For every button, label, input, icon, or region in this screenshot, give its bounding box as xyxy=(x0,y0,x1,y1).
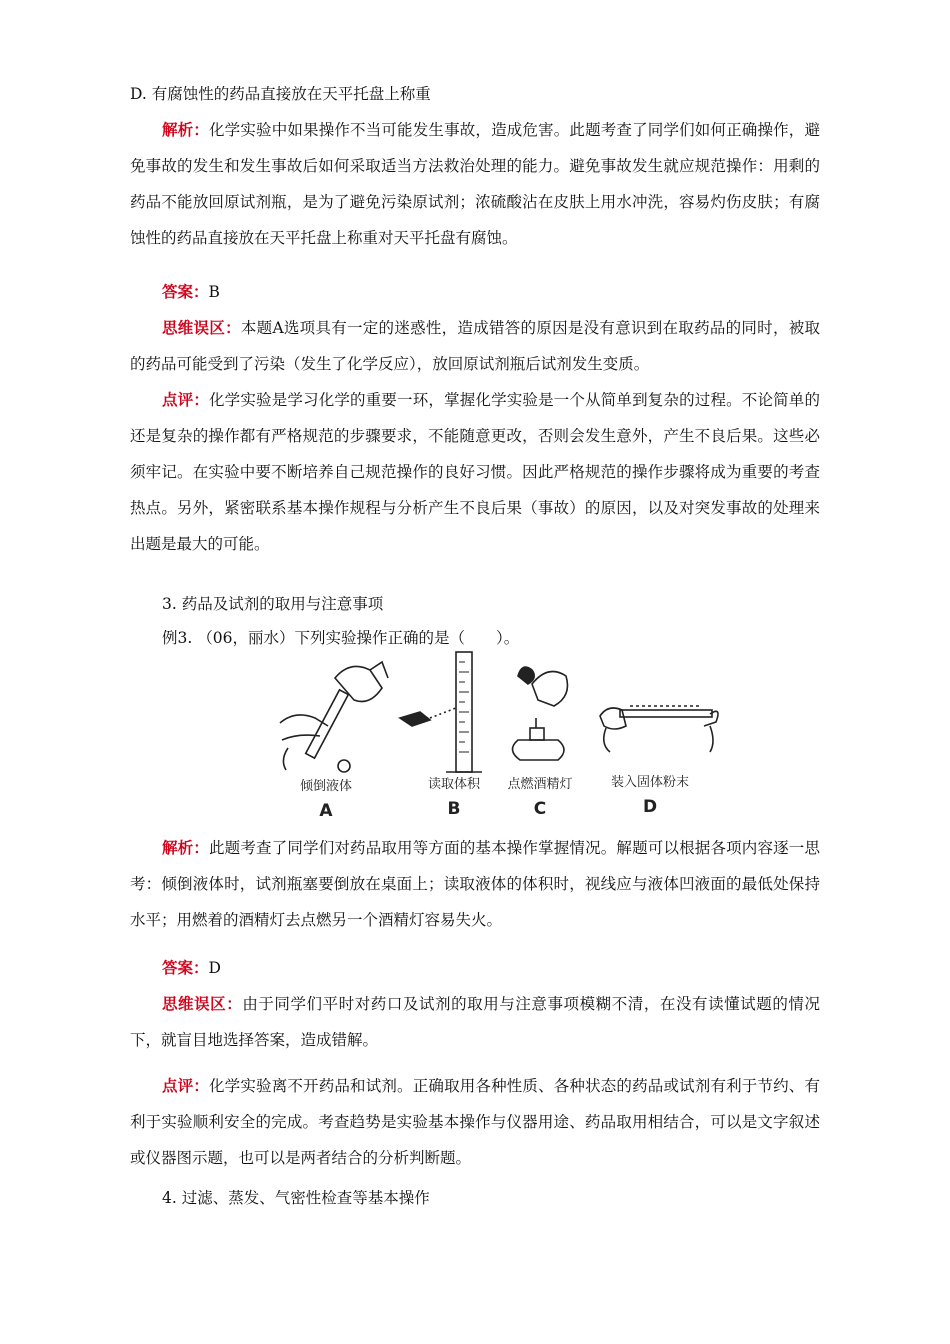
figure-caption-a: 倾倒液体 xyxy=(299,779,353,794)
comment-paragraph-1 xyxy=(130,382,820,562)
figure-letter-a: A xyxy=(319,801,333,821)
option-d-text: D. 有腐蚀性的药品直接放在天平托盘上称重 xyxy=(130,85,431,103)
comment-paragraph-2 xyxy=(130,1068,820,1176)
mistake-label: 思维误区： xyxy=(162,319,241,337)
alcohol-lamp-illustration xyxy=(512,667,567,760)
figure-letter-d: D xyxy=(642,797,658,817)
analysis-text: 此题考查了同学们对药品取用等方面的基本操作掌握情况。解题可以根据各项内容逐一思考：倾倒液体时，试剂瓶塞要倒放在桌面上；读取液体的体积时，视线应与液体凹液面的最低处保持水平；用燃着的酒精灯去点燃另一个酒精灯容易失火。 xyxy=(130,839,820,929)
mistake-paragraph-1 xyxy=(130,310,820,382)
analysis-text: 化学实验中如果操作不当可能发生事故，造成危害。此题考查了同学们如何正确操作，避免事故的发生和发生事故后如何采取适当方法救治处理的能力。避免事故发生就应规范操作：用剩的药品不能放回原试剂瓶，是为了避免污染原试剂；浓硫酸沾在皮肤上用水冲洗，容易灼伤皮肤；有腐蚀性的药品直接放在天平托盘上称重对天平托盘有腐蚀。 xyxy=(130,121,820,247)
analysis-label: 解析： xyxy=(162,839,210,857)
figure-letter-b: B xyxy=(447,799,461,819)
analysis-label: 解析： xyxy=(162,121,210,139)
analysis-paragraph-2 xyxy=(130,830,820,938)
example-3-question: 例3. （06，丽水）下列实验操作正确的是（ ）。 xyxy=(162,629,520,647)
section-4-heading: 4. 过滤、蒸发、气密性检查等基本操作 xyxy=(162,1189,430,1207)
figure-caption-c: 点燃酒精灯 xyxy=(507,777,573,792)
answer-paragraph-1 xyxy=(130,274,820,310)
lab-operations-figure xyxy=(270,648,720,828)
figure-caption-d: 装入固体粉末 xyxy=(610,775,690,790)
section-3-heading: 3. 药品及试剂的取用与注意事项 xyxy=(162,595,384,613)
comment-label: 点评： xyxy=(162,391,210,409)
mistake-text: 本题A选项具有一定的迷惑性，造成错答的原因是没有意识到在取药品的同时，被取的药品可能受到了污染（发生了化学反应），放回原试剂瓶后试剂发生变质。 xyxy=(130,319,820,373)
figure-caption-b: 读取体积 xyxy=(427,777,481,792)
figure-letter-c: C xyxy=(533,799,547,819)
measuring-cylinder-illustration xyxy=(400,652,482,772)
mistake-paragraph-2 xyxy=(130,986,820,1058)
comment-label: 点评： xyxy=(162,1077,210,1095)
answer-paragraph-2 xyxy=(130,950,820,986)
mistake-label: 思维误区： xyxy=(162,995,243,1013)
mistake-text: 由于同学们平时对药口及试剂的取用与注意事项模糊不清，在没有读懂试题的情况下，就盲目地选择答案，造成错解。 xyxy=(130,995,820,1049)
answer-value: D xyxy=(208,959,221,977)
answer-value: B xyxy=(208,283,220,301)
analysis-paragraph-1 xyxy=(130,112,820,256)
answer-label: 答案： xyxy=(162,283,209,301)
comment-text: 化学实验离不开药品和试剂。正确取用各种性质、各种状态的药品或试剂有利于节约、有利于实验顺利安全的完成。考查趋势是实验基本操作与仪器用途、药品取用相结合，可以是文字叙述或仪器图示题，也可以是两者结合的分析判断题。 xyxy=(130,1077,820,1167)
pour-liquid-illustration xyxy=(280,662,388,772)
load-powder-illustration xyxy=(600,706,718,752)
comment-text: 化学实验是学习化学的重要一环，掌握化学实验是一个从简单到复杂的过程。不论简单的还是复杂的操作都有严格规范的步骤要求，不能随意更改，否则会发生意外，产生不良后果。这些必须牢记。在实验中要不断培养自己规范操作的良好习惯。因此严格规范的操作步骤将成为重要的考查热点。另外，紧密联系基本操作规程与分析产生不良后果（事故）的原因，以及对突发事故的处理来出题是最大的可能。 xyxy=(130,391,820,553)
answer-label: 答案： xyxy=(162,959,209,977)
